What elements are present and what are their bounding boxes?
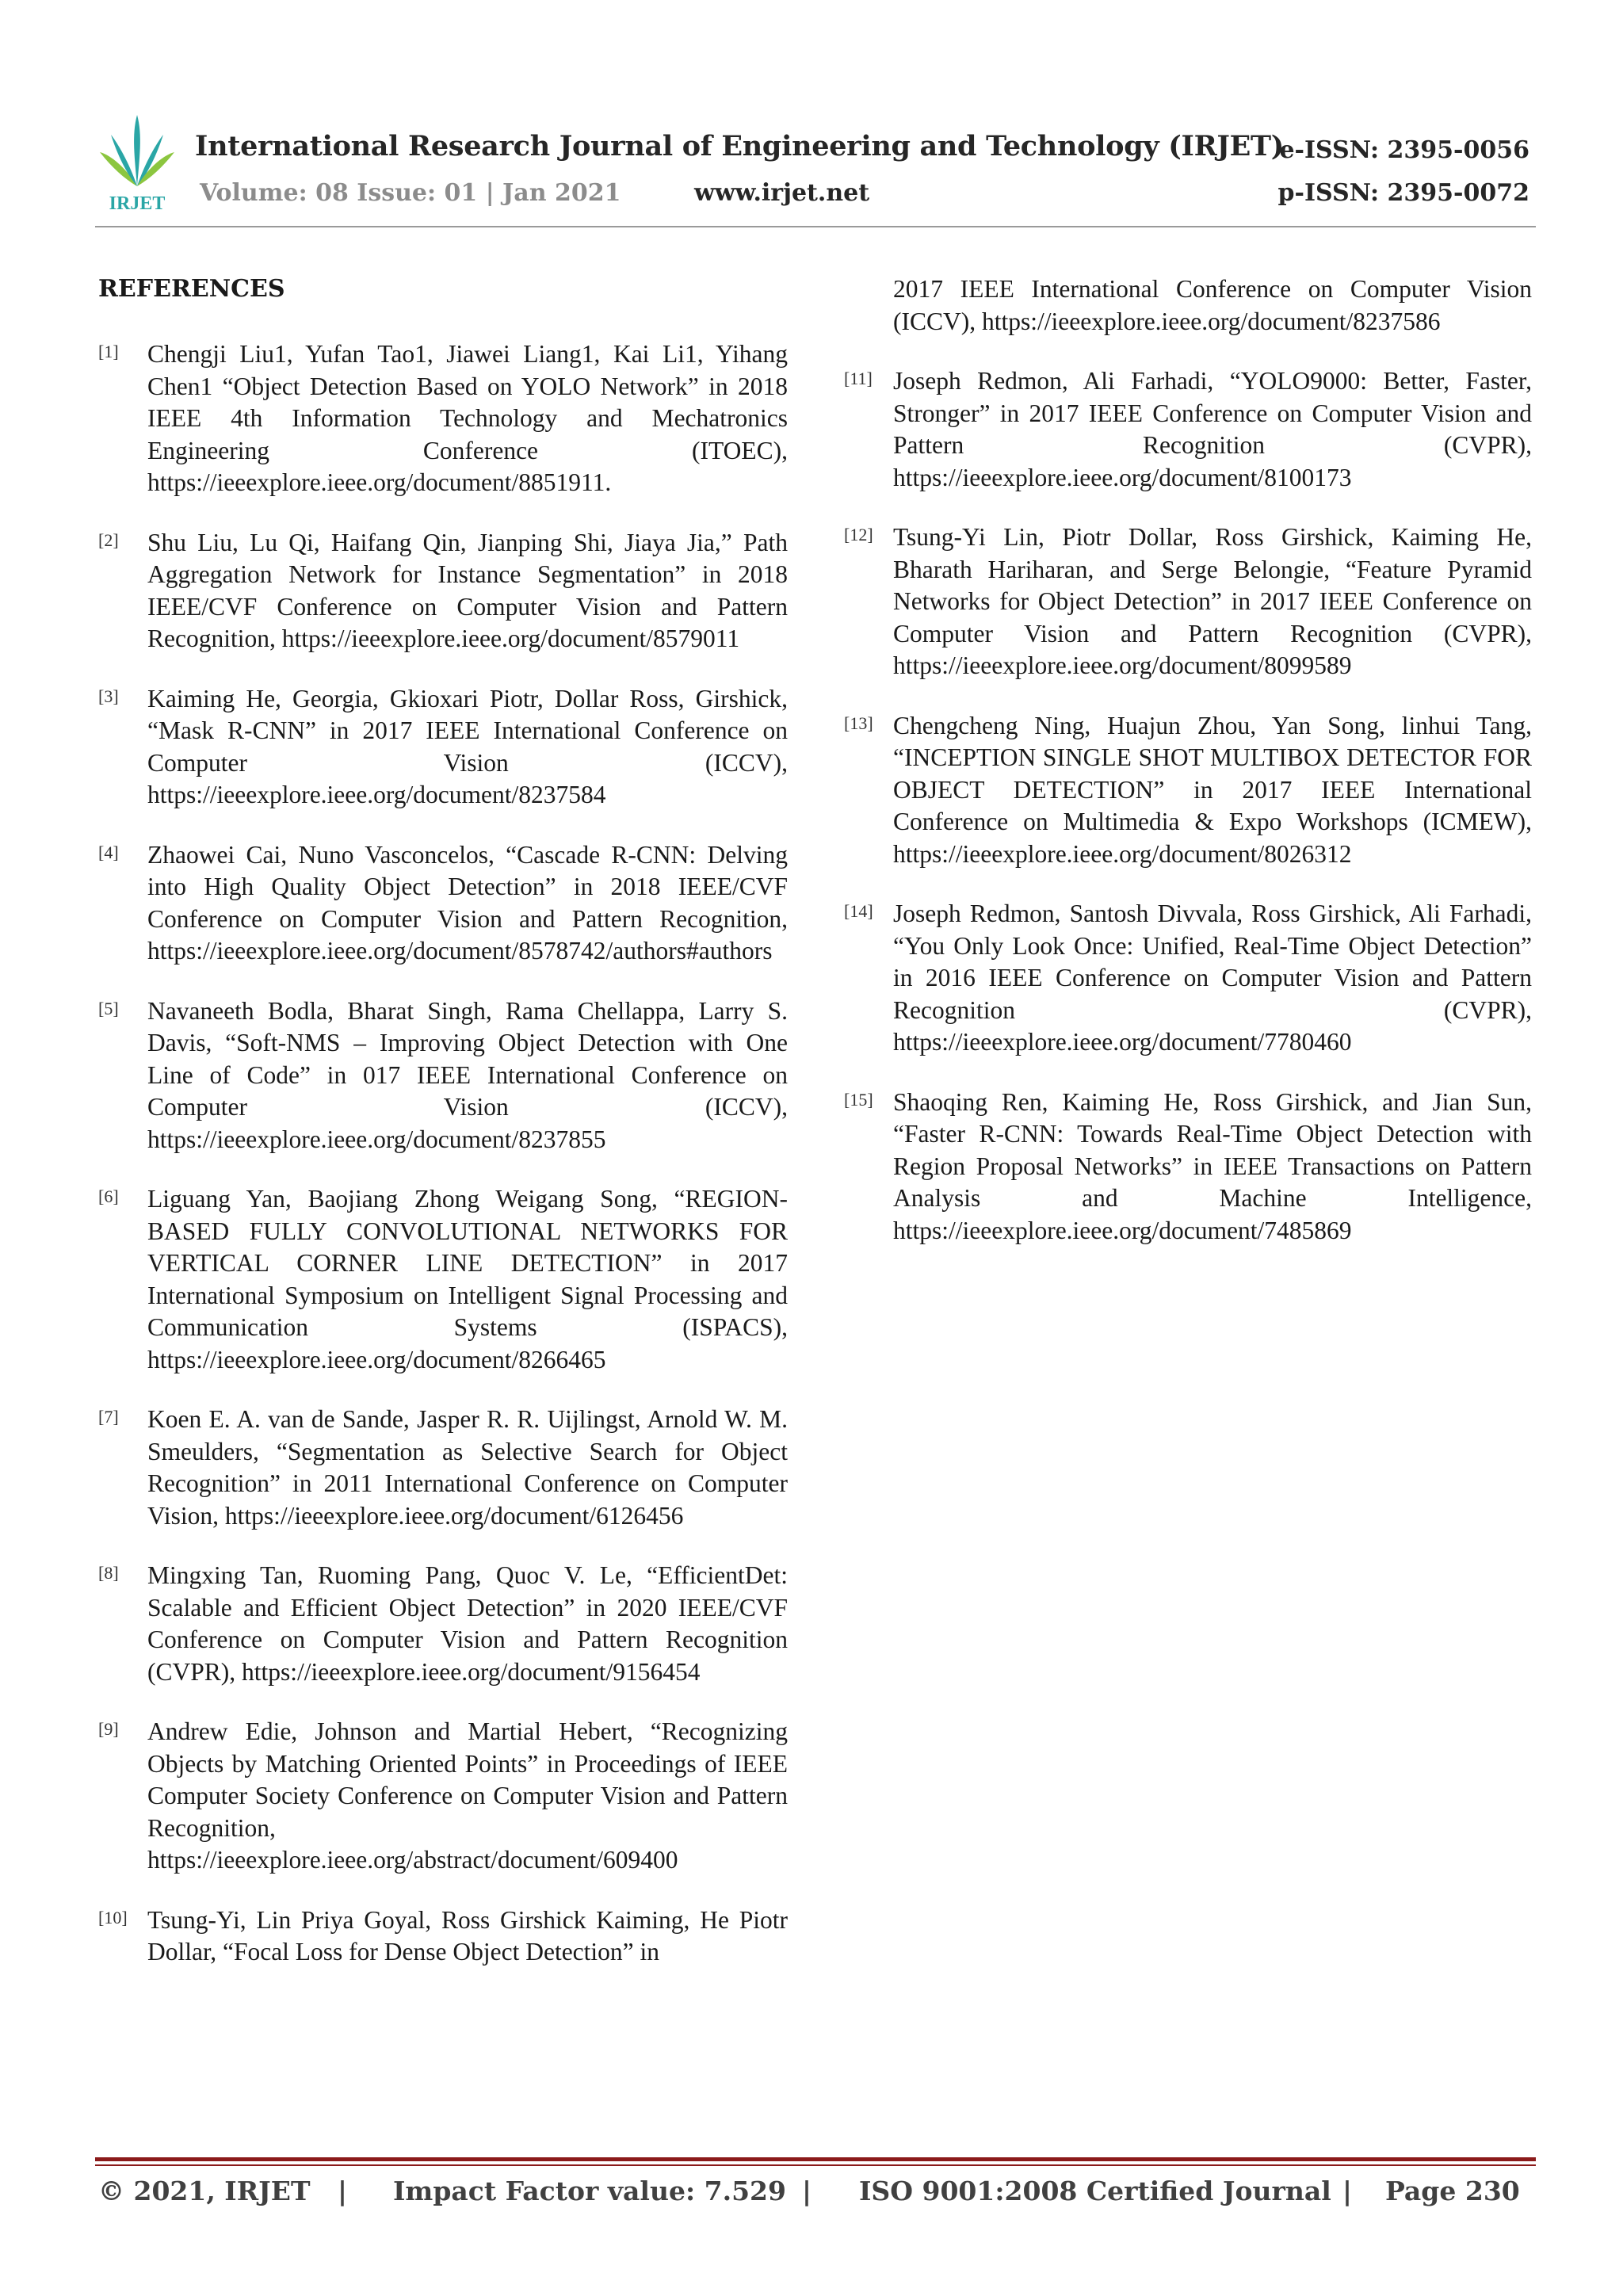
reference-item <box>98 1716 788 1877</box>
reference-continuation <box>844 273 1532 338</box>
irjet-logo-icon <box>94 111 181 214</box>
reference-number: [7] <box>98 1407 119 1427</box>
reference-text: Joseph Redmon, Santosh Divvala, Ross Girshick, Ali Farhadi, “You Only Look Once: Unified, Real-Time Object Detection” in 2016 IEEE Conference on Computer Vision and Pattern Recognition (CVPR), https://ieeexplore.ieee.org/document/7780460 <box>893 900 1532 1056</box>
reference-item <box>98 1560 788 1688</box>
header-divider <box>95 226 1536 227</box>
reference-text: Andrew Edie, Johnson and Martial Hebert, “Recognizing Objects by Matching Oriented Points” in Proceedings of IEEE Computer Society Conference on Computer Vision and Pattern Recognition, https://ieeexplore.ieee.org/abstract/document/609400 <box>147 1717 788 1874</box>
reference-item <box>98 1404 788 1532</box>
reference-item <box>98 1904 788 1969</box>
journal-title: International Research Journal of Engineering and Technology (IRJET) <box>195 130 1285 162</box>
reference-number: [4] <box>98 842 119 862</box>
reference-number: [11] <box>844 369 873 388</box>
reference-item <box>98 995 788 1156</box>
reference-text: Koen E. A. van de Sande, Jasper R. R. Uijlingst, Arnold W. M. Smeulders, “Segmentation as Selective Search for Object Recognition” in 2011 International Conference on Computer Vision, https://ieeexplore.ieee.org/document/6126456 <box>147 1405 788 1530</box>
reference-number: [9] <box>98 1719 119 1739</box>
right-column <box>844 273 1532 1274</box>
reference-text: Shu Liu, Lu Qi, Haifang Qin, Jianping Shi, Jiaya Jia,” Path Aggregation Network for Instance Segmentation” in 2018 IEEE/CVF Conference on Computer Vision and Pattern Recognition, https://ieeexplore.ieee.org/document/8579011 <box>147 528 788 652</box>
reference-number: [8] <box>98 1563 119 1583</box>
footer-divider-thin <box>95 2164 1536 2166</box>
reference-number: [14] <box>844 901 873 921</box>
reference-text: Liguang Yan, Baojiang Zhong Weigang Song, “REGION-BASED FULLY CONVOLUTIONAL NETWORKS FOR VERTICAL CORNER LINE DETECTION” in 2017 International Symposium on Intelligent Signal Processing and Communication Systems (ISPACS), https://ieeexplore.ieee.org/document/8266465 <box>147 1185 788 1373</box>
reference-text: Mingxing Tan, Ruoming Pang, Quoc V. Le, “EfficientDet: Scalable and Efficient Object Detection” in 2020 IEEE/CVF Conference on Computer Vision and Pattern Recognition (CVPR), https://ieeexplore.ieee.org/document/9156454 <box>147 1561 788 1686</box>
reference-text: Joseph Redmon, Ali Farhadi, “YOLO9000: Better, Faster, Stronger” in 2017 IEEE Conference on Computer Vision and Pattern Recognition (CVPR), https://ieeexplore.ieee.org/document/8100173 <box>893 367 1532 491</box>
footer-divider-thick <box>95 2157 1536 2161</box>
reference-text: Kaiming He, Georgia, Gkioxari Piotr, Dollar Ross, Girshick, “Mask R-CNN” in 2017 IEEE International Conference on Computer Vision (ICCV), https://ieeexplore.ieee.org/document/8237584 <box>147 684 788 808</box>
footer-page-number: Page 230 <box>1385 2176 1520 2206</box>
reference-number: [12] <box>844 525 873 544</box>
reference-item <box>844 1087 1532 1247</box>
reference-number: [3] <box>98 686 119 706</box>
reference-item <box>98 683 788 812</box>
reference-number: [1] <box>98 342 119 361</box>
page-footer <box>98 2176 1520 2214</box>
footer-copyright: © 2021, IRJET <box>98 2176 311 2206</box>
reference-number: [5] <box>98 998 119 1018</box>
footer-iso: ISO 9001:2008 Certified Journal <box>859 2176 1331 2206</box>
footer-separator: | <box>338 2176 348 2206</box>
reference-item <box>844 710 1532 871</box>
reference-number: [10] <box>98 1907 128 1927</box>
reference-item <box>98 527 788 655</box>
reference-text: Tsung-Yi Lin, Piotr Dollar, Ross Girshick, Kaiming He, Bharath Hariharan, and Serge Belongie, “Feature Pyramid Networks for Object Detection” in 2017 IEEE Conference on Computer Vision and Pattern Recognition (CVPR), https://ieeexplore.ieee.org/document/8099589 <box>893 523 1532 679</box>
logo-text: IRJET <box>109 193 166 214</box>
left-column <box>98 273 788 1996</box>
reference-text: Chengji Liu1, Yufan Tao1, Jiawei Liang1, Kai Li1, Yihang Chen1 “Object Detection Based on YOLO Network” in 2018 IEEE 4th Information Technology and Mechatronics Engineering Conference (ITOEC), https://ieeexplore.ieee.org/document/8851911. <box>147 340 788 496</box>
reference-list-left <box>98 338 788 1969</box>
volume-issue: Volume: 08 Issue: 01 | Jan 2021 <box>200 179 621 207</box>
reference-item <box>844 521 1532 682</box>
reference-text: Navaneeth Bodla, Bharat Singh, Rama Chellappa, Larry S. Davis, “Soft-NMS – Improving Object Detection with One Line of Code” in 017 IEEE International Conference on Computer Vision (ICCV), https://ieeexplore.ieee.org/document/8237855 <box>147 996 788 1153</box>
reference-text: Zhaowei Cai, Nuno Vasconcelos, “Cascade R-CNN: Delving into High Quality Object Detection” in 2018 IEEE/CVF Conference on Computer Vision and Pattern Recognition, https://ieeexplore.ieee.org/document/8578742/authors#authors <box>147 840 788 965</box>
footer-separator: | <box>1342 2176 1353 2206</box>
reference-number: [6] <box>98 1186 119 1206</box>
reference-text: 2017 IEEE International Conference on Computer Vision (ICCV), https://ieeexplore.ieee.org/document/8237586 <box>893 275 1532 335</box>
reference-item <box>98 338 788 499</box>
page-header <box>0 0 1623 238</box>
p-issn: p-ISSN: 2395-0072 <box>1277 179 1529 207</box>
e-issn: e-ISSN: 2395-0056 <box>1279 136 1529 164</box>
section-heading: REFERENCES <box>98 275 285 303</box>
journal-website: www.irjet.net <box>694 179 870 207</box>
reference-item <box>844 898 1532 1059</box>
footer-impact-factor: Impact Factor value: 7.529 <box>393 2176 786 2206</box>
reference-text: Chengcheng Ning, Huajun Zhou, Yan Song, linhui Tang, “INCEPTION SINGLE SHOT MULTIBOX DETECTOR FOR OBJECT DETECTION” in 2017 IEEE International Conference on Multimedia & Expo Workshops (ICMEW), https://ieeexplore.ieee.org/document/8026312 <box>893 711 1532 868</box>
reference-list-right <box>844 365 1532 1247</box>
reference-text: Shaoqing Ren, Kaiming He, Ross Girshick, and Jian Sun, “Faster R-CNN: Towards Real-Time Object Detection with Region Proposal Networks” in IEEE Transactions on Pattern Analysis and Machine Intelligence, https://ieeexplore.ieee.org/document/7485869 <box>893 1087 1532 1244</box>
reference-number: [13] <box>844 712 873 733</box>
reference-number: [2] <box>98 529 119 550</box>
footer-separator: | <box>802 2176 812 2206</box>
reference-number: [15] <box>844 1089 873 1110</box>
reference-text: Tsung-Yi, Lin Priya Goyal, Ross Girshick Kaiming, He Piotr Dollar, “Focal Loss for Dense Object Detection” in <box>147 1905 788 1966</box>
reference-item <box>844 365 1532 494</box>
reference-item <box>98 1183 788 1376</box>
reference-item <box>98 839 788 968</box>
